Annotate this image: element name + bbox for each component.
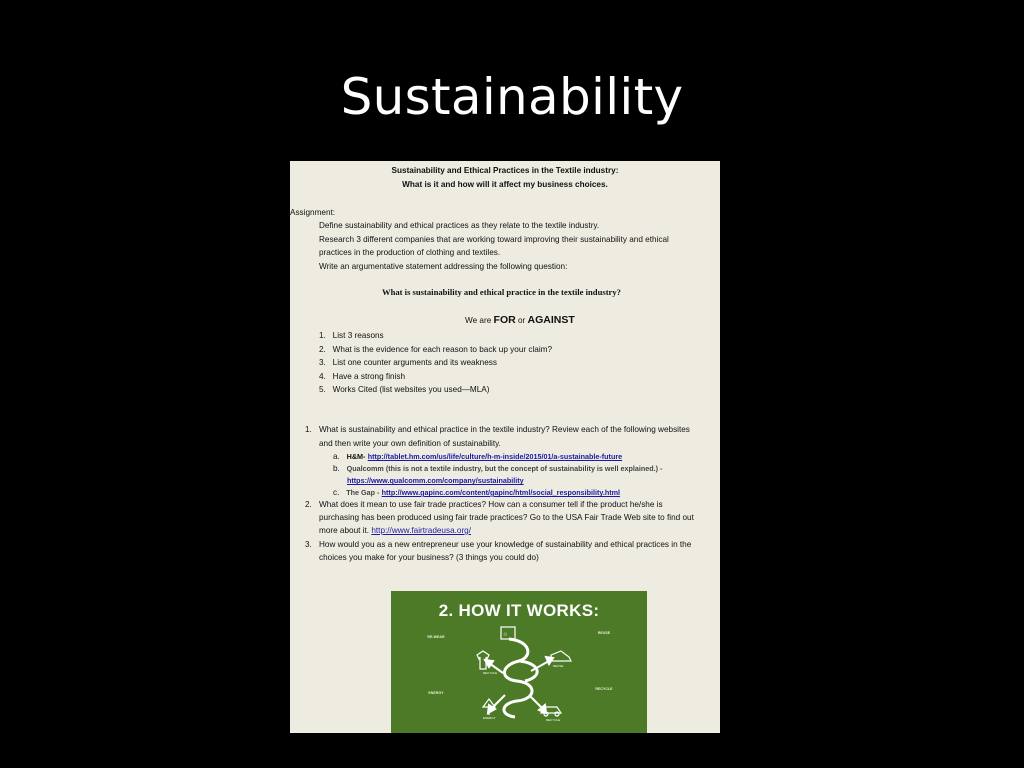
qualcomm-link[interactable]: https://www.qualcomm.com/company/sustainability xyxy=(347,476,524,485)
question-text: and then write your own definition of sustainability. xyxy=(319,439,501,448)
spiral-icon xyxy=(504,639,537,717)
sub-item xyxy=(333,451,622,462)
list-number: 4. xyxy=(319,372,326,381)
question-text xyxy=(319,525,471,536)
list-text: Works Cited (list websites you used—MLA) xyxy=(332,385,490,394)
list-item xyxy=(319,330,384,341)
arrows-icon xyxy=(485,657,553,713)
assignment-line: Define sustainability and ethical practices as they relate to the textile industry. xyxy=(319,221,600,230)
assignment-label: Assignment: xyxy=(290,208,336,217)
list-item xyxy=(319,371,405,382)
doc-heading-1: Sustainability and Ethical Practices in the Textile industry: xyxy=(391,166,619,175)
sub-label: The Gap - xyxy=(346,488,380,497)
sub-label: H&M- xyxy=(346,452,366,461)
icon-label: RECYCLE xyxy=(546,718,561,722)
assignment-line: Write an argumentative statement addressing the following question: xyxy=(319,262,568,271)
list-text: List one counter arguments and its weakness xyxy=(332,358,497,367)
question-text: What is sustainability and ethical practice in the textile industry? Review each of the following websites xyxy=(319,425,690,434)
sub-item xyxy=(333,463,662,474)
list-item xyxy=(319,344,552,355)
question-number: 3. xyxy=(305,540,312,549)
list-number: 3. xyxy=(319,358,326,367)
gap-link[interactable]: http://www.gapinc.com/content/gapinc/html/social_responsibility.html xyxy=(381,488,621,497)
label-recycle xyxy=(571,687,637,691)
icon-label: REUSE xyxy=(553,664,564,668)
sub-label: Qualcomm (this is not a textile industry, but the concept of sustainability is well explained.) - xyxy=(346,464,663,473)
sub-item xyxy=(333,487,620,498)
sub-number: a. xyxy=(333,452,340,461)
question-number: 1. xyxy=(305,425,312,434)
label-rewear-title: RE-WEAR xyxy=(427,635,445,639)
label-energy xyxy=(405,691,467,695)
fairtrade-link[interactable]: http://www.fairtradeusa.org/ xyxy=(371,526,472,535)
how-it-works-graphic xyxy=(391,591,647,733)
label-energy-title: ENERGY xyxy=(428,691,444,695)
list-number: 2. xyxy=(319,345,326,354)
assignment-line: Research 3 different companies that are working toward improving their sustainability and ethical xyxy=(319,235,669,244)
label-reuse-title: REUSE xyxy=(597,631,611,635)
list-text: What is the evidence for each reason to back up your claim? xyxy=(332,345,553,354)
energy-icon xyxy=(483,699,495,715)
shoe-icon xyxy=(551,651,571,661)
list-item xyxy=(319,384,490,395)
question-text: choices you make for your business? (3 things you could do) xyxy=(319,553,539,562)
list-item xyxy=(319,357,497,368)
sub-number: b. xyxy=(333,464,340,473)
stance-or: or xyxy=(517,316,526,325)
doc-heading-2: What is it and how will it affect my business choices. xyxy=(402,180,608,189)
document-image xyxy=(290,161,720,733)
hm-link[interactable]: http://tablet.hm.com/us/life/culture/h-m-inside/2015/01/a-sustainable-future xyxy=(367,452,623,461)
icon-label: RECYCLE xyxy=(483,671,498,675)
label-recycle-title: RECYCLE xyxy=(595,687,613,691)
question-text-part: more about it. xyxy=(319,526,370,535)
svg-text:♲: ♲ xyxy=(503,632,508,638)
question-number: 2. xyxy=(305,500,312,509)
list-text: List 3 reasons xyxy=(332,331,384,340)
icon-label: ENERGY xyxy=(483,716,496,720)
question-text: What does it mean to use fair trade practices? How can a consumer tell if the product he/she is xyxy=(319,500,663,509)
tag-icon xyxy=(501,627,515,639)
label-rewear xyxy=(405,635,467,639)
graphic-title: 2. HOW IT WORKS: xyxy=(438,601,600,620)
sub-item-link-line xyxy=(347,475,524,486)
list-text: Have a strong finish xyxy=(332,372,406,381)
essay-question: What is sustainability and ethical practice in the textile industry? xyxy=(382,287,621,297)
sub-number: c. xyxy=(333,488,340,497)
cycle-diagram xyxy=(391,591,647,733)
stance-line xyxy=(465,315,575,326)
stance-against: AGAINST xyxy=(527,314,575,326)
stance-pre: We are xyxy=(465,316,492,325)
question-text: How would you as a new entrepreneur use your knowledge of sustainability and ethical practices in the xyxy=(319,540,692,549)
label-reuse xyxy=(571,631,637,635)
stance-for: FOR xyxy=(493,314,516,326)
question-text: purchasing has been produced using fair trade practices? Go to the USA Fair Trade Web site to find out xyxy=(319,513,694,522)
list-number: 1. xyxy=(319,331,326,340)
slide-title: Sustainability xyxy=(340,68,684,126)
assignment-line: practices in the production of clothing and textiles. xyxy=(319,248,501,257)
list-number: 5. xyxy=(319,385,326,394)
